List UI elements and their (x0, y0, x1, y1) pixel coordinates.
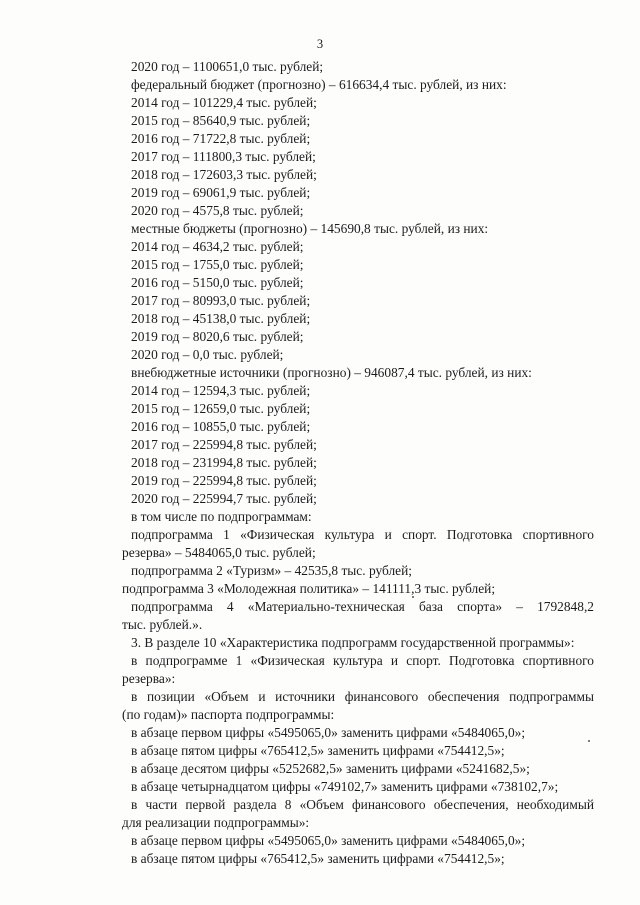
text-line: 2019 год – 69061,9 тыс. рублей; (131, 185, 311, 200)
text-line: 2014 год – 12594,3 тыс. рублей; (131, 383, 311, 398)
text-line: тыс. рублей.». (122, 617, 203, 632)
text-line: федеральный бюджет (прогнозно) – 616634,4 тыс. рублей, из них: (131, 77, 507, 92)
text-line: в позиции «Объем и источники финансового обеспечения подпрограммы (131, 689, 594, 704)
text-line: резерва»: (122, 671, 176, 686)
scan-speck (588, 740, 590, 742)
text-line: подпрограмма 4 «Материально-техническая база спорта» – 1792848,2 (131, 599, 594, 614)
text-line: резерва» – 5484065,0 тыс. рублей; (122, 545, 316, 560)
text-line: подпрограмма 2 «Туризм» – 42535,8 тыс. рублей; (131, 563, 412, 578)
text-line: подпрограмма 3 «Молодежная политика» – 141111,3 тыс. рублей; (122, 581, 496, 596)
text-line: 2020 год – 0,0 тыс. рублей; (131, 347, 284, 362)
text-line: 2014 год – 4634,2 тыс. рублей; (131, 239, 304, 254)
text-line: (по годам)» паспорта подпрограммы: (122, 707, 335, 722)
text-line: 2018 год – 231994,8 тыс. рублей; (131, 455, 317, 470)
text-line: 3. В разделе 10 «Характеристика подпрограмм государственной программы»: (131, 635, 575, 650)
text-line: подпрограмма 1 «Физическая культура и спорт. Подготовка спортивного (131, 527, 594, 542)
text-line: в абзаце пятом цифры «765412,5» заменить цифрами «754412,5»; (131, 851, 505, 866)
text-line: 2016 год – 10855,0 тыс. рублей; (131, 419, 311, 434)
text-line: 2016 год – 5150,0 тыс. рублей; (131, 275, 304, 290)
text-line: в абзаце десятом цифры «5252682,5» заменить цифрами «5241682,5»; (131, 761, 530, 776)
text-line: 2020 год – 4575,8 тыс. рублей; (131, 203, 304, 218)
text-line: 2020 год – 1100651,0 тыс. рублей; (131, 59, 324, 74)
text-line: 2015 год – 1755,0 тыс. рублей; (131, 257, 304, 272)
text-line: 2015 год – 85640,9 тыс. рублей; (131, 113, 311, 128)
text-line: 2017 год – 111800,3 тыс. рублей; (131, 149, 316, 164)
text-line: в абзаце пятом цифры «765412,5» заменить цифрами «754412,5»; (131, 743, 505, 758)
text-line: 2018 год – 45138,0 тыс. рублей; (131, 311, 311, 326)
text-line: 2015 год – 12659,0 тыс. рублей; (131, 401, 311, 416)
text-line: в абзаце четырнадцатом цифры «749102,7» заменить цифрами «738102,7»; (131, 779, 559, 794)
text-line: внебюджетные источники (прогнозно) – 946087,4 тыс. рублей, из них: (131, 365, 532, 380)
text-line: 2018 год – 172603,3 тыс. рублей; (131, 167, 317, 182)
text-line: 2014 год – 101229,4 тыс. рублей; (131, 95, 317, 110)
text-line: в абзаце первом цифры «5495065,0» заменить цифрами «5484065,0»; (131, 725, 526, 740)
text-line: 2019 год – 8020,6 тыс. рублей; (131, 329, 304, 344)
text-line: в абзаце первом цифры «5495065,0» заменить цифрами «5484065,0»; (131, 833, 526, 848)
text-line: 2019 год – 225994,8 тыс. рублей; (131, 473, 317, 488)
text-line: для реализации подпрограммы»: (122, 815, 310, 830)
text-line: местные бюджеты (прогнозно) – 145690,8 тыс. рублей, из них: (131, 221, 489, 236)
text-line: в части первой раздела 8 «Объем финансового обеспечения, необходимый (131, 797, 594, 812)
page-number: 3 (316, 37, 324, 51)
text-line: 2017 год – 80993,0 тыс. рублей; (131, 293, 311, 308)
text-line: 2017 год – 225994,8 тыс. рублей; (131, 437, 317, 452)
text-line: в подпрограмме 1 «Физическая культура и спорт. Подготовка спортивного (131, 653, 594, 668)
text-line: 2020 год – 225994,7 тыс. рублей; (131, 491, 317, 506)
scan-speck (412, 596, 414, 598)
text-line: в том числе по подпрограммам: (131, 509, 312, 524)
text-line: 2016 год – 71722,8 тыс. рублей; (131, 131, 311, 146)
